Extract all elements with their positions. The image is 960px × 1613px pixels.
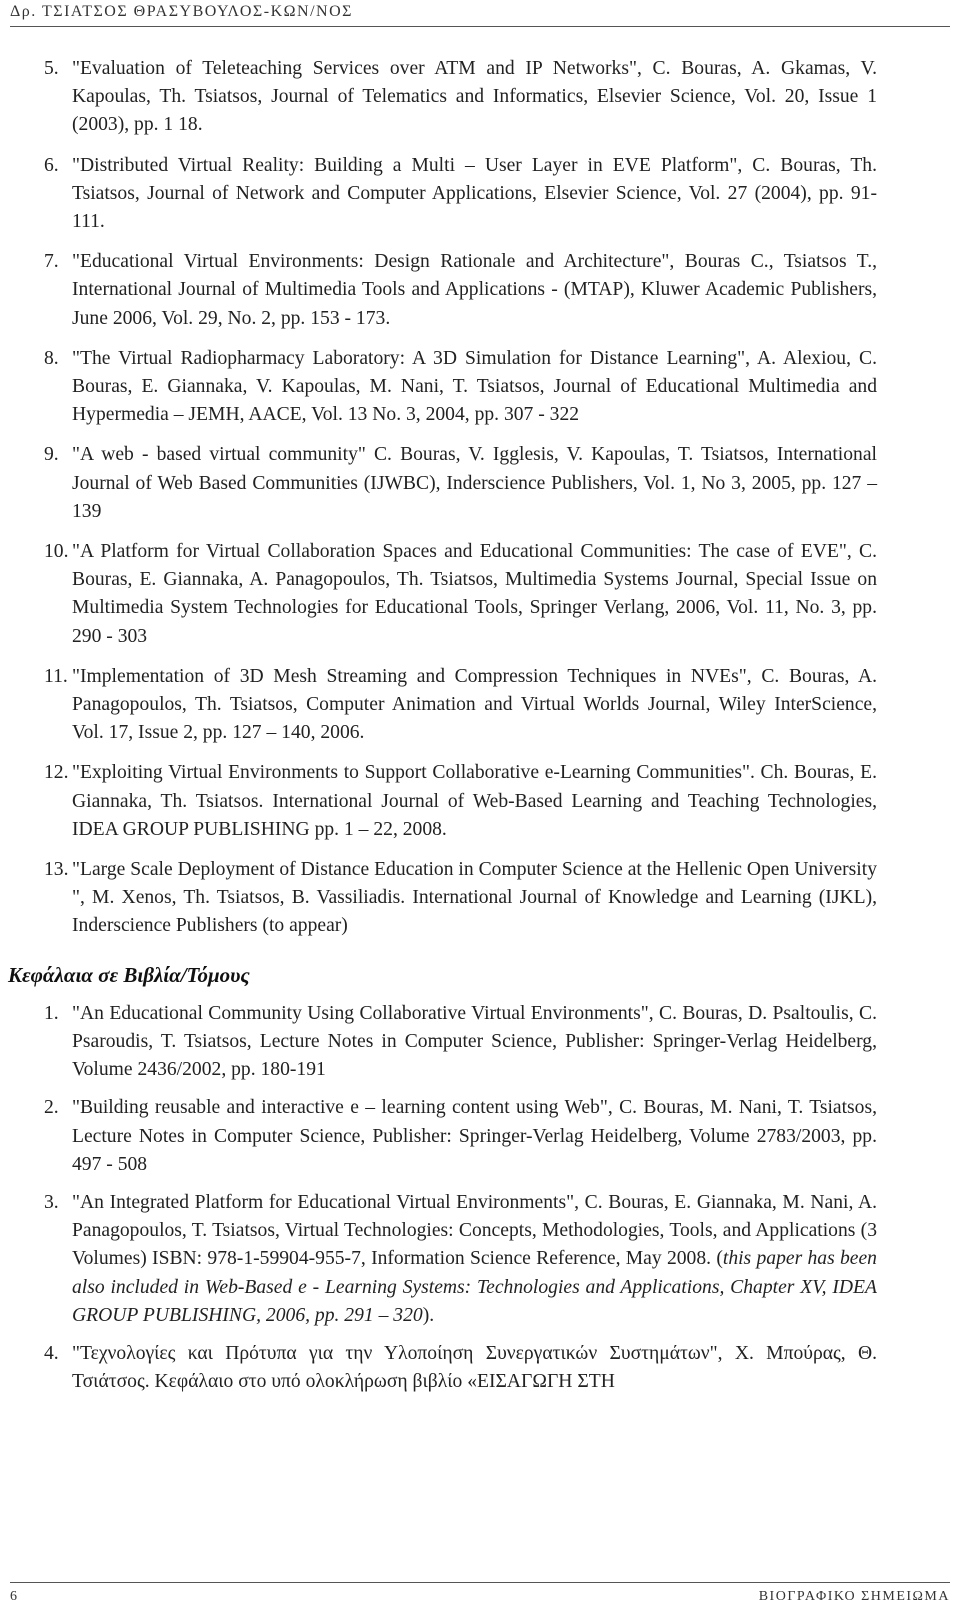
page-number: 6 [10, 1589, 19, 1604]
item-number: 5. [44, 58, 59, 79]
item-number: 10. [44, 541, 69, 563]
citation-text: "An Integrated Platform for Educational Virtual Environments", C. Bouras, E. Giannaka, M. Nani, A. Panagopoulos, T. Tsiatsos, Virtual Technologies: Concepts, Methodologies, Tools, and Applications (3 Volumes) ISBN: 978-1-59904-955-7, Information Science Reference, May 2008. ( [72, 1191, 877, 1270]
citation-text: "A web - based virtual community" C. Bouras, V. Igglesis, V. Kapoulas, T. Tsiatsos, International Journal of Web Based Communities (IJWBC), Inderscience Publishers, Vol. 1, No 3, 2005, pp. 127 – 139 [72, 444, 877, 522]
citation-text: "Distributed Virtual Reality: Building a Multi – User Layer in EVE Platform", C. Bouras, Th. Tsiatsos, Journal of Network and Computer Applications, Elsevier Science, Vol. 27 (2004), pp. 91-111. [72, 154, 877, 233]
citation-tail: ). [422, 1304, 435, 1326]
list-item [0, 1189, 960, 1330]
list-item [0, 759, 960, 844]
citation-text: "Evaluation of Teleteaching Services over ATM and IP Networks", C. Bouras, A. Gkamas, V. Kapoulas, Th. Tsiatsos, Journal of Telematics and Informatics, Elsevier Science, Vol. 20, Issue 1 (2003), pp. 1 18. [72, 58, 877, 136]
citation-text: "A Platform for Virtual Collaboration Spaces and Educational Communities: The case of EVE", C. Bouras, E. Giannaka, A. Panagopoulos, Th. Tsiatsos, Multimedia Systems Journal, Special Issue on Multimedia System Technologies for Educational Tools, Springer Verlang, 2006, Vol. 11, No. 3, pp. 290 - 303 [72, 541, 877, 647]
citation-text: "Large Scale Deployment of Distance Education in Computer Science at the Hellenic Open University ", M. Xenos, Th. Tsiatsos, B. Vassiliadis. International Journal of Knowledge and Learning (IJKL), Inderscience Publishers (to appear) [72, 859, 877, 937]
item-number: 6. [44, 154, 59, 176]
header-author: Δρ. ΤΣΙΑΤΣΟΣ ΘΡΑΣΥΒΟΥΛΟΣ-ΚΩΝ/ΝΟΣ [10, 3, 353, 20]
citation-text: "Implementation of 3D Mesh Streaming and Compression Techniques in NVEs", C. Bouras, A. Panagopoulos, Th. Tsiatsos, Computer Animation and Virtual Worlds Journal, Wiley InterScience, Vol. 17, Issue 2, pp. 127 – 140, 2006. [72, 665, 877, 744]
citation-text: "Τεχνολογίες και Πρότυπα για την Υλοποίηση Συνεργατικών Συστημάτων", Χ. Μπούρας, Θ. Τσιάτσος. Κεφάλαιο στο υπό ολοκλήρωση βιβλίο «ΕΙΣΑΓΩΓΗ ΣΤΗ [72, 1342, 877, 1393]
item-number: 4. [44, 1342, 59, 1364]
citation-text: "Building reusable and interactive e – learning content using Web", C. Bouras, M. Nani, T. Tsiatsos, Lecture Notes in Computer Science, Publisher: Springer-Verlag Heidelberg, Volume 2783/2003, pp. 497 - 508 [72, 1097, 877, 1175]
section-heading-book-chapters: Κεφάλαια σε Βιβλία/Τόμους [8, 962, 250, 987]
running-header [10, 0, 950, 27]
citation-italic-note: this paper has been also included in Web-Based e - Learning Systems: Technologies and Applications, Chapter XV, IDEA GROUP PUBLISHING, 2006, pp. 291 – 320 [72, 1248, 877, 1326]
list-item [0, 152, 960, 237]
list-item [0, 663, 960, 748]
list-item [0, 1000, 960, 1085]
item-number: 12. [44, 762, 69, 784]
item-number: 11. [44, 665, 68, 687]
citation-text: "Educational Virtual Environments: Design Rationale and Architecture", Bouras C., Tsiatsos T., International Journal of Multimedia Tools and Applications - (MTAP), Kluwer Academic Publishers, June 2006, Vol. 29, No. 2, pp. 153 - 173. [72, 251, 877, 329]
item-number: 13. [44, 859, 69, 881]
book-chapters-list [0, 1000, 960, 1397]
item-number: 2. [44, 1097, 59, 1119]
journal-articles-list [0, 55, 960, 941]
item-number: 1. [44, 1002, 59, 1024]
list-item [0, 538, 960, 651]
running-footer [10, 1582, 950, 1609]
citation-text: "Exploiting Virtual Environments to Support Collaborative e-Learning Communities". Ch. Bouras, E. Giannaka, Th. Tsiatsos. International Journal of Web-Based Learning and Teaching Technologies, IDEA GROUP PUBLISHING pp. 1 – 22, 2008. [72, 762, 877, 840]
citation-text: "The Virtual Radiopharmacy Laboratory: A 3D Simulation for Distance Learning", A. Alexiou, C. Bouras, E. Giannaka, V. Kapoulas, M. Nani, T. Tsiatsos, Journal of Educational Multimedia and Hypermedia – JEMH, AACE, Vol. 13 No. 3, 2004, pp. 307 - 322 [72, 347, 877, 426]
citation-text: "An Educational Community Using Collaborative Virtual Environments", C. Bouras, D. Psaltoulis, C. Psaroudis, T. Tsiatsos, Lecture Notes in Computer Science, Publisher: Springer-Verlag Heidelberg, Volume 2436/2002, pp. 180-191 [72, 1002, 877, 1081]
list-item [0, 345, 960, 430]
list-item [0, 248, 960, 333]
publication-list [0, 55, 960, 1406]
list-item [0, 1094, 960, 1179]
list-item [0, 1340, 960, 1396]
item-number: 8. [44, 347, 59, 369]
list-item [0, 856, 960, 941]
item-number: 7. [44, 251, 59, 273]
footer-title: ΒΙΟΓΡΑΦΙΚΟ ΣΗΜΕΙΩΜΑ [758, 1589, 950, 1604]
list-item [0, 441, 960, 526]
item-number: 9. [44, 444, 59, 466]
item-number: 3. [44, 1191, 59, 1213]
list-item [0, 55, 960, 140]
